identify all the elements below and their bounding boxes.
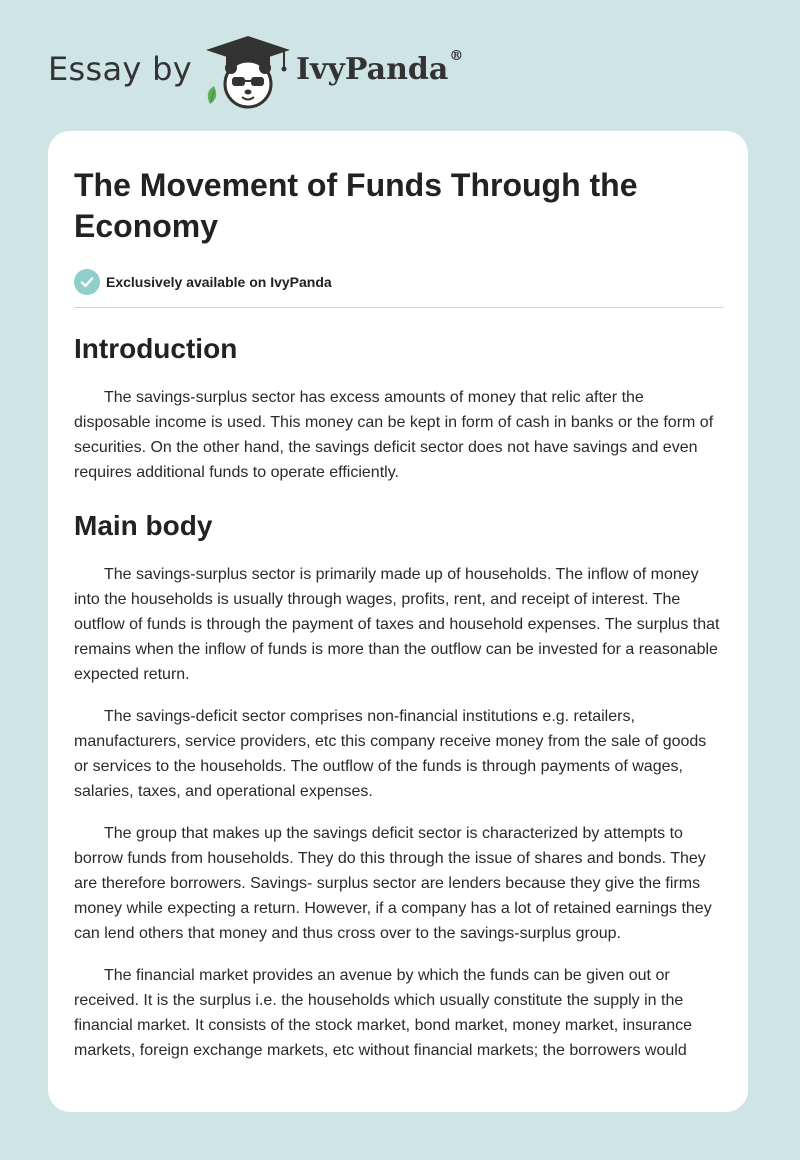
essay-title: The Movement of Funds Through the Economy: [74, 167, 638, 244]
brand-prefix: Essay by: [48, 50, 192, 88]
section-heading-main-body: Main body: [74, 510, 213, 541]
divider: [74, 307, 724, 308]
essay-content: [74, 165, 724, 1063]
paragraph: The savings-surplus sector has excess amounts of money that relic after the disposable income is used. This money can be kept in form of cash in banks or the form of securities. On the other hand, the savings deficit sector does not have savings and even requires additional funds to operate efficiently.: [74, 389, 714, 481]
brand-name[interactable]: IvyPanda®: [296, 48, 464, 87]
paragraph: The savings-deficit sector comprises non-financial institutions e.g. retailers, manufacturers, service providers, etc this company receive money from the sale of goods or services to the households. The outflow of the funds is through payments of wages, salaries, taxes, and operational expenses.: [74, 708, 707, 800]
paragraph: The savings-surplus sector is primarily made up of households. The inflow of money into the households is usually through wages, profits, rent, and receipt of interest. The outflow of funds is through the payment of taxes and household expenses. The surplus that remains when the inflow of funds is more than the outflow can be invested for a reasonable expected return.: [74, 566, 720, 683]
paragraph: The group that makes up the savings deficit sector is characterized by attempts to borrow funds from households. They do this through the issue of shares and bonds. They are therefore borrowers. Savings- surplus sector are lenders because they give the firms money while expecting a return. However, if a company has a lot of retained earnings they can lend others that money and thus cross over to the savings-surplus group.: [74, 825, 712, 942]
exclusive-badge: [74, 269, 724, 295]
section-heading-introduction: Introduction: [74, 333, 238, 364]
brand-header: [48, 30, 508, 110]
essay-card: [48, 131, 748, 1112]
registered-mark: ®: [449, 48, 464, 64]
exclusive-text: Exclusively available on IvyPanda: [106, 274, 332, 290]
check-circle-icon: [74, 269, 100, 295]
panda-graduate-logo-icon[interactable]: [200, 34, 296, 112]
paragraph: The financial market provides an avenue by which the funds can be given out or received. It is the surplus i.e. the households which usually constitute the supply in the financial market. It consists of the stock market, bond market, money market, insurance markets, foreign exchange markets, etc without financial markets; the borrowers would: [74, 967, 693, 1059]
